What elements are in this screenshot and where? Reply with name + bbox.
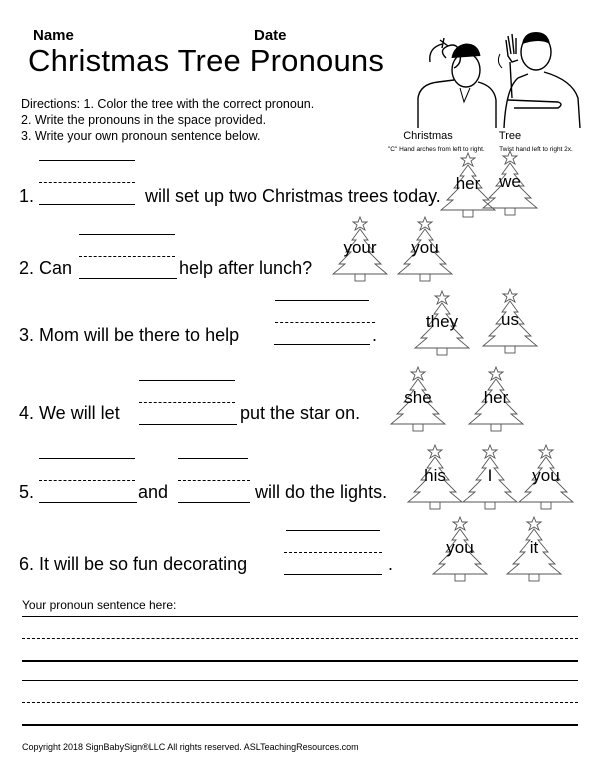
answer-top-line: [39, 160, 135, 161]
christmas-sign-note: "C" Hand arches from left to right.: [388, 146, 485, 153]
answer-midline: [139, 402, 235, 403]
name-label: Name: [33, 27, 74, 44]
sentence-period: .: [372, 325, 378, 345]
sentence-text: 3. Mom will be there to help: [19, 325, 240, 345]
answer-blank[interactable]: [39, 204, 135, 205]
writing-midline: [22, 702, 578, 703]
pronoun-tree[interactable]: [412, 288, 472, 356]
pronoun-choice: we: [499, 172, 521, 191]
answer-top-line: [79, 234, 175, 235]
sentence-text: put the star on.: [240, 403, 361, 423]
pronoun-choice: you: [532, 466, 560, 485]
page-title: Christmas Tree Pronouns: [28, 43, 385, 78]
christmas-sign-illustration: [408, 28, 588, 128]
answer-blank[interactable]: [274, 344, 370, 345]
answer-midline: [39, 182, 135, 183]
sentence-text: and: [138, 482, 169, 502]
copyright-footer: Copyright 2018 SignBabySign®LLC All rights reserved. ASLTeachingResources.com: [22, 742, 359, 752]
pronoun-tree[interactable]: [516, 442, 576, 510]
answer-top-line: [275, 300, 369, 301]
answer-blank[interactable]: [178, 502, 250, 503]
sentence-text: help after lunch?: [179, 258, 313, 278]
directions: [21, 96, 401, 144]
sentence-text: 2. Can: [19, 258, 73, 278]
writing-line[interactable]: [22, 680, 578, 681]
pronoun-tree[interactable]: [480, 286, 540, 354]
answer-blank[interactable]: [39, 502, 137, 503]
answer-midline: [275, 322, 375, 323]
writing-line[interactable]: [22, 660, 578, 662]
sentence-text: will do the lights.: [255, 482, 388, 502]
writing-line[interactable]: [22, 616, 578, 617]
answer-midline: [79, 256, 175, 257]
direction-line: 2. Write the pronouns in the space provided.: [21, 113, 267, 127]
pronoun-tree[interactable]: [460, 442, 520, 510]
pronoun-choice: they: [425, 312, 459, 331]
pronoun-tree[interactable]: [388, 364, 448, 432]
answer-top-line: [39, 458, 135, 459]
tree-sign-label: Tree: [498, 130, 522, 142]
answer-blank[interactable]: [139, 424, 237, 425]
pronoun-tree[interactable]: [330, 214, 390, 282]
pronoun-tree[interactable]: [504, 514, 564, 582]
pronoun-choice: I: [487, 466, 493, 485]
answer-midline: [178, 480, 250, 481]
christmas-sign-label: Christmas: [403, 130, 453, 142]
pronoun-choice: your: [343, 238, 377, 257]
pronoun-tree[interactable]: [430, 514, 490, 582]
sentence-number: 1.: [19, 186, 35, 206]
pronoun-choice: his: [424, 466, 446, 485]
tree-sign-note: Twist hand left to right 2x.: [499, 146, 573, 153]
pronoun-tree[interactable]: [466, 364, 526, 432]
answer-midline: [39, 480, 135, 481]
writing-midline: [22, 638, 578, 639]
sentence-text: 6. It will be so fun decorating: [19, 554, 248, 574]
direction-line: Directions: 1. Color the tree with the correct pronoun.: [21, 97, 315, 111]
sentence-period: .: [388, 554, 394, 574]
pronoun-tree[interactable]: [480, 148, 540, 216]
own-sentence-label: Your pronoun sentence here:: [22, 598, 177, 612]
pronoun-choice: you: [411, 238, 439, 257]
pronoun-choice: you: [446, 538, 474, 557]
writing-line[interactable]: [22, 724, 578, 726]
pronoun-choice: it: [529, 538, 539, 557]
sentence-text: will set up two Christmas trees today.: [145, 186, 441, 206]
answer-blank[interactable]: [284, 574, 382, 575]
sentence-text: 4. We will let: [19, 403, 120, 423]
answer-top-line: [178, 458, 248, 459]
answer-midline: [284, 552, 382, 553]
pronoun-tree[interactable]: [395, 214, 455, 282]
pronoun-choice: us: [501, 310, 519, 329]
sentence-number: 5.: [19, 482, 35, 502]
answer-top-line: [139, 380, 235, 381]
date-label: Date: [254, 27, 287, 44]
answer-blank[interactable]: [79, 278, 177, 279]
pronoun-choice: her: [483, 388, 509, 407]
answer-top-line: [286, 530, 380, 531]
pronoun-choice: her: [455, 174, 481, 193]
direction-line: 3. Write your own pronoun sentence below.: [21, 129, 261, 143]
pronoun-choice: she: [404, 388, 432, 407]
pronoun-tree[interactable]: [405, 442, 465, 510]
